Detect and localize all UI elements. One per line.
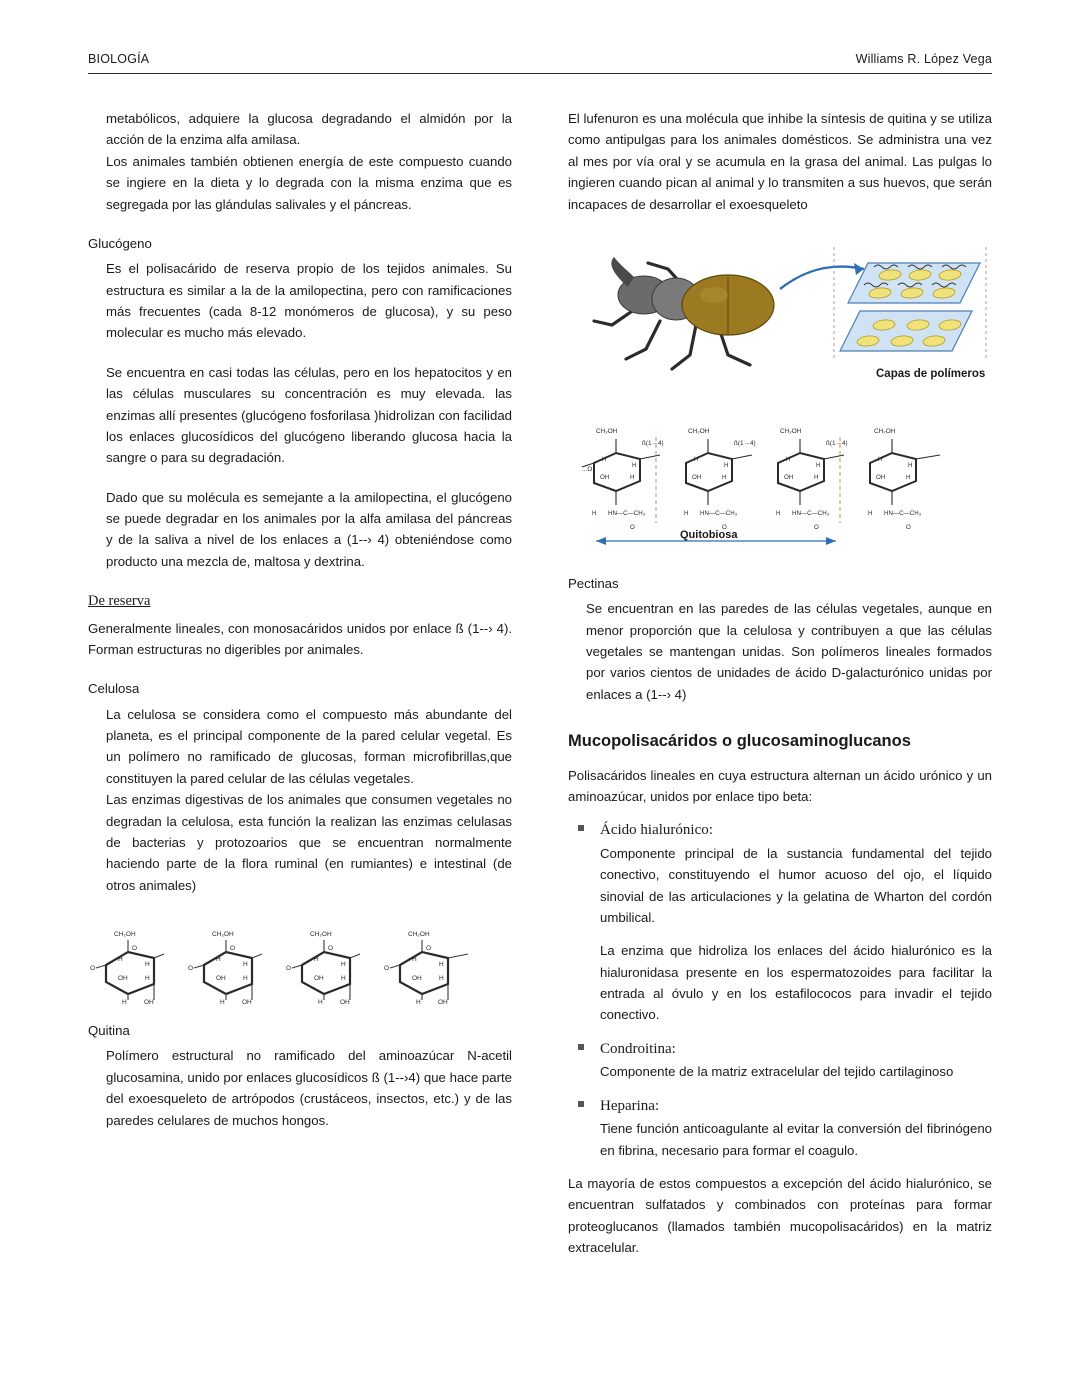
paragraph-reserva: Generalmente lineales, con monosacáridos unidos por enlace ß (1--› 4). Forman estructuras no digeribles por animales. <box>88 620 512 657</box>
left-column <box>88 108 512 1258</box>
svg-text:ß(1→4): ß(1→4) <box>642 439 664 447</box>
svg-text:CH₂OH: CH₂OH <box>780 427 802 435</box>
two-column-body <box>88 108 992 1258</box>
svg-text:HN—C—CH₃: HN—C—CH₃ <box>700 509 738 517</box>
paragraph-glucogeno-3: Dado que su molécula es semejante a la amilopectina, el glucógeno se puede degradar en los animales por la alfa amilasa del páncreas y de la saliva a nivel de los enlaces a (1--› 4) obteniéndose como producto una mezcla de, maltosa y dextrina. <box>106 489 512 569</box>
svg-text:O: O <box>384 965 390 973</box>
svg-text:H: H <box>724 461 729 469</box>
svg-text:H: H <box>243 975 248 983</box>
chitin-structure-figure <box>568 413 992 563</box>
svg-text:O: O <box>90 965 96 973</box>
svg-text:H: H <box>416 999 421 1007</box>
beetle-illustration <box>594 257 774 369</box>
paragraph-glucogeno-1: Es el polisacárido de reserva propio de los tejidos animales. Su estructura es similar a la de la amilopectina, pero con ramificaciones más frecuentes (cada 8-12 monómeros de glucosa), y su peso molecular es mucho más elevado. <box>106 261 512 341</box>
svg-text:H: H <box>318 999 323 1007</box>
heading-pectinas: Pectinas <box>568 575 619 591</box>
svg-text:O: O <box>132 945 138 953</box>
svg-text:H: H <box>814 473 819 481</box>
svg-text:H: H <box>632 461 637 469</box>
svg-text:H: H <box>786 455 791 463</box>
svg-text:OH: OH <box>314 975 324 983</box>
paragraph-metabolic: metabólicos, adquiere la glucosa degradando el almidón por la acción de la enzima alfa amilasa. <box>106 111 512 148</box>
list-item-body: Componente de la matriz extracelular del tejido cartilaginoso <box>600 1064 954 1080</box>
heading-mucopolisacaridos: Mucopolisacáridos o glucosaminoglucanos <box>568 732 911 751</box>
paragraph-animals-energy: Los animales también obtienen energía de este compuesto cuando se ingiere en la dieta y lo degrada con la misma enzima que es segregada por las glándulas salivales y el páncreas. <box>106 153 512 212</box>
heading-celulosa: Celulosa <box>88 681 140 697</box>
svg-text:H: H <box>906 473 911 481</box>
list-item-term: Heparina: <box>600 1097 660 1114</box>
chitin-svg <box>568 413 992 563</box>
svg-text:ß(1→4): ß(1→4) <box>734 439 756 447</box>
svg-text:H: H <box>341 961 346 969</box>
paragraph-glucogeno-2: Se encuentra en casi todas las células, pero en los hepatocitos y en las células musculares su concentración es muy elevada. las enzimas allí presentes (glucógeno fosforilasa )hidrolizan con facilidad los enlaces glucosídicos del glucógeno liberando glucosa hacia la sangre o para su degradación. <box>106 364 512 466</box>
paragraph-quitina: Polímero estructural no ramificado del aminoazúcar N-acetil glucosamina, unido por enlaces glucosídicos ß (1--›4) que hace parte del exoesqueleto de artrópodos (crustáceos, insectos, etc.) y de las paredes celulares de muchos hongos. <box>106 1048 512 1128</box>
svg-text:H: H <box>908 461 913 469</box>
beetle-polymer-figure <box>568 229 992 399</box>
svg-text:H: H <box>145 975 150 983</box>
list-item-body: Componente principal de la sustancia fundamental del tejido conectivo, constituyendo el humor acuoso del ojo, el líquido sinovial de las articulaciones y la gelatina de Wharton del cordón umbilical. <box>600 845 992 925</box>
list-item-term: Condroitina: <box>600 1040 676 1057</box>
svg-text:HN—C—CH₃: HN—C—CH₃ <box>792 509 830 517</box>
svg-text:O: O <box>426 945 432 953</box>
svg-text:O: O <box>230 945 236 953</box>
right-column <box>568 108 992 1258</box>
svg-text:OH: OH <box>876 473 886 481</box>
heading-glucogeno: Glucógeno <box>88 235 152 251</box>
svg-text:CH₂OH: CH₂OH <box>688 427 710 435</box>
svg-text:O: O <box>722 523 727 531</box>
svg-text:OH: OH <box>600 473 610 481</box>
glycosaminoglycan-list <box>568 819 992 1161</box>
list-item <box>568 1095 992 1161</box>
paragraph-closing: La mayoría de estos compuestos a excepción del ácido hialurónico, se encuentran sulfatados y combinados con proteínas para formar proteoglucanos (llamados también mucopolisacáridos) en la matriz extracelular. <box>568 1175 992 1256</box>
header-subject: BIOLOGÍA <box>88 52 150 66</box>
svg-text:OH: OH <box>340 999 350 1007</box>
svg-text:CH₂OH: CH₂OH <box>114 931 136 939</box>
svg-text:H: H <box>439 975 444 983</box>
list-item-body-2: La enzima que hidroliza los enlaces del ácido hialurónico es la hialuronidasa presente en los espermatozoides para facilitar la entrada al óvulo y en los estafilococos para invadir el tejido conectivo. <box>600 943 992 1023</box>
cellulose-svg <box>88 910 498 1010</box>
page-header <box>88 52 992 74</box>
list-item <box>568 819 992 1026</box>
svg-text:OH: OH <box>692 473 702 481</box>
list-item-term: Ácido hialurónico: <box>600 822 713 839</box>
svg-text:CH₂OH: CH₂OH <box>310 931 332 939</box>
heading-quitina: Quitina <box>88 1023 130 1039</box>
svg-text:H: H <box>592 509 597 517</box>
svg-text:CH₂OH: CH₂OH <box>874 427 896 435</box>
svg-text:H: H <box>602 455 607 463</box>
svg-text:O: O <box>188 965 194 973</box>
bullet-square-icon <box>578 1101 584 1107</box>
svg-text:H: H <box>314 956 319 964</box>
svg-text:OH: OH <box>216 975 226 983</box>
svg-text:H: H <box>341 975 346 983</box>
chitobiose-caption: Quitobiosa <box>680 528 738 541</box>
svg-text:H: H <box>722 473 727 481</box>
svg-text:H: H <box>776 509 781 517</box>
svg-text:O: O <box>286 965 292 973</box>
svg-text:H: H <box>868 509 873 517</box>
svg-text:H: H <box>145 961 150 969</box>
beetle-polymer-svg <box>568 229 992 399</box>
svg-text:H: H <box>220 999 225 1007</box>
svg-text:H: H <box>122 999 127 1007</box>
svg-text:H: H <box>243 961 248 969</box>
paragraph-celulosa-2: Las enzimas digestivas de los animales que consumen vegetales no degradan la celulosa, esta función la realizan las enzimas celulasas de bacterias y protozoarios que se encuentran normalmente haciendo parte de la flora ruminal (en rumiantes) e intestinal (de otros animales) <box>106 792 512 893</box>
svg-text:OH: OH <box>412 975 422 983</box>
list-item <box>568 1038 992 1083</box>
svg-text:H: H <box>684 509 689 517</box>
polymer-layers-caption: Capas de polímeros <box>876 367 986 380</box>
svg-text:O: O <box>814 523 819 531</box>
svg-text:OH: OH <box>242 999 252 1007</box>
svg-text:H: H <box>439 961 444 969</box>
svg-text:OH: OH <box>118 975 128 983</box>
svg-text:HN—C—CH₃: HN—C—CH₃ <box>608 509 646 517</box>
svg-text:ß(1→4): ß(1→4) <box>826 439 848 447</box>
bullet-square-icon <box>578 1044 584 1050</box>
svg-text:O: O <box>906 523 911 531</box>
svg-text:OH: OH <box>438 999 448 1007</box>
paragraph-celulosa-1: La celulosa se considera como el compuesto más abundante del planeta, es el principal componente de la pared celular vegetal. Es un polímero no ramificado de glucosas, forman microfibrillas,que constituyen la pared celular de las células vegetales. <box>106 706 512 786</box>
paragraph-lufenuron: El lufenuron es una molécula que inhibe la síntesis de quitina y se utiliza como antipulgas para los animales domésticos. Se administra una vez al mes por vía oral y se acumula en la grasa del animal. Las pulgas lo ingieren cuando pican al animal y lo transmiten a sus huevos, que serán incapaces de desarrollar el exoesqueleto <box>568 111 992 212</box>
svg-text:H: H <box>412 956 417 964</box>
svg-text:O: O <box>630 523 635 531</box>
paragraph-pectinas: Se encuentran en las paredes de las células vegetales, aunque en menor proporción que la celulosa y contribuyen a que las células vegetales se mantengan unidas. Son polímeros lineales formados por varios cientos de unidades de ácido D-galacturónico unidas por enlaces a (1--› 4) <box>586 601 992 702</box>
svg-text:HN—C—CH₃: HN—C—CH₃ <box>884 509 922 517</box>
svg-text:OH: OH <box>784 473 794 481</box>
svg-text:CH₂OH: CH₂OH <box>596 427 618 435</box>
svg-text:H: H <box>216 956 221 964</box>
svg-text:O: O <box>328 945 334 953</box>
list-item-body: Tiene función anticoagulante al evitar la conversión del fibrinógeno en fibrina, necesario para formar el coagulo. <box>600 1121 992 1158</box>
svg-text:CH₂OH: CH₂OH <box>408 931 430 939</box>
svg-text:H: H <box>878 455 883 463</box>
svg-text:H: H <box>630 473 635 481</box>
cellulose-structure-figure <box>88 910 512 1010</box>
heading-de-reserva: De reserva <box>88 593 151 610</box>
paragraph-muco-intro: Polisacáridos lineales en cuya estructura alternan un ácido urónico y un aminoazúcar, unidos por enlace tipo beta: <box>568 767 992 804</box>
svg-text:...O: ...O <box>582 465 593 473</box>
svg-text:CH₂OH: CH₂OH <box>212 931 234 939</box>
svg-text:H: H <box>694 455 699 463</box>
bullet-square-icon <box>578 825 584 831</box>
header-author: Williams R. López Vega <box>855 52 992 66</box>
svg-text:H: H <box>816 461 821 469</box>
svg-text:OH: OH <box>144 999 154 1007</box>
svg-text:H: H <box>118 956 123 964</box>
polymer-layers <box>840 263 980 351</box>
